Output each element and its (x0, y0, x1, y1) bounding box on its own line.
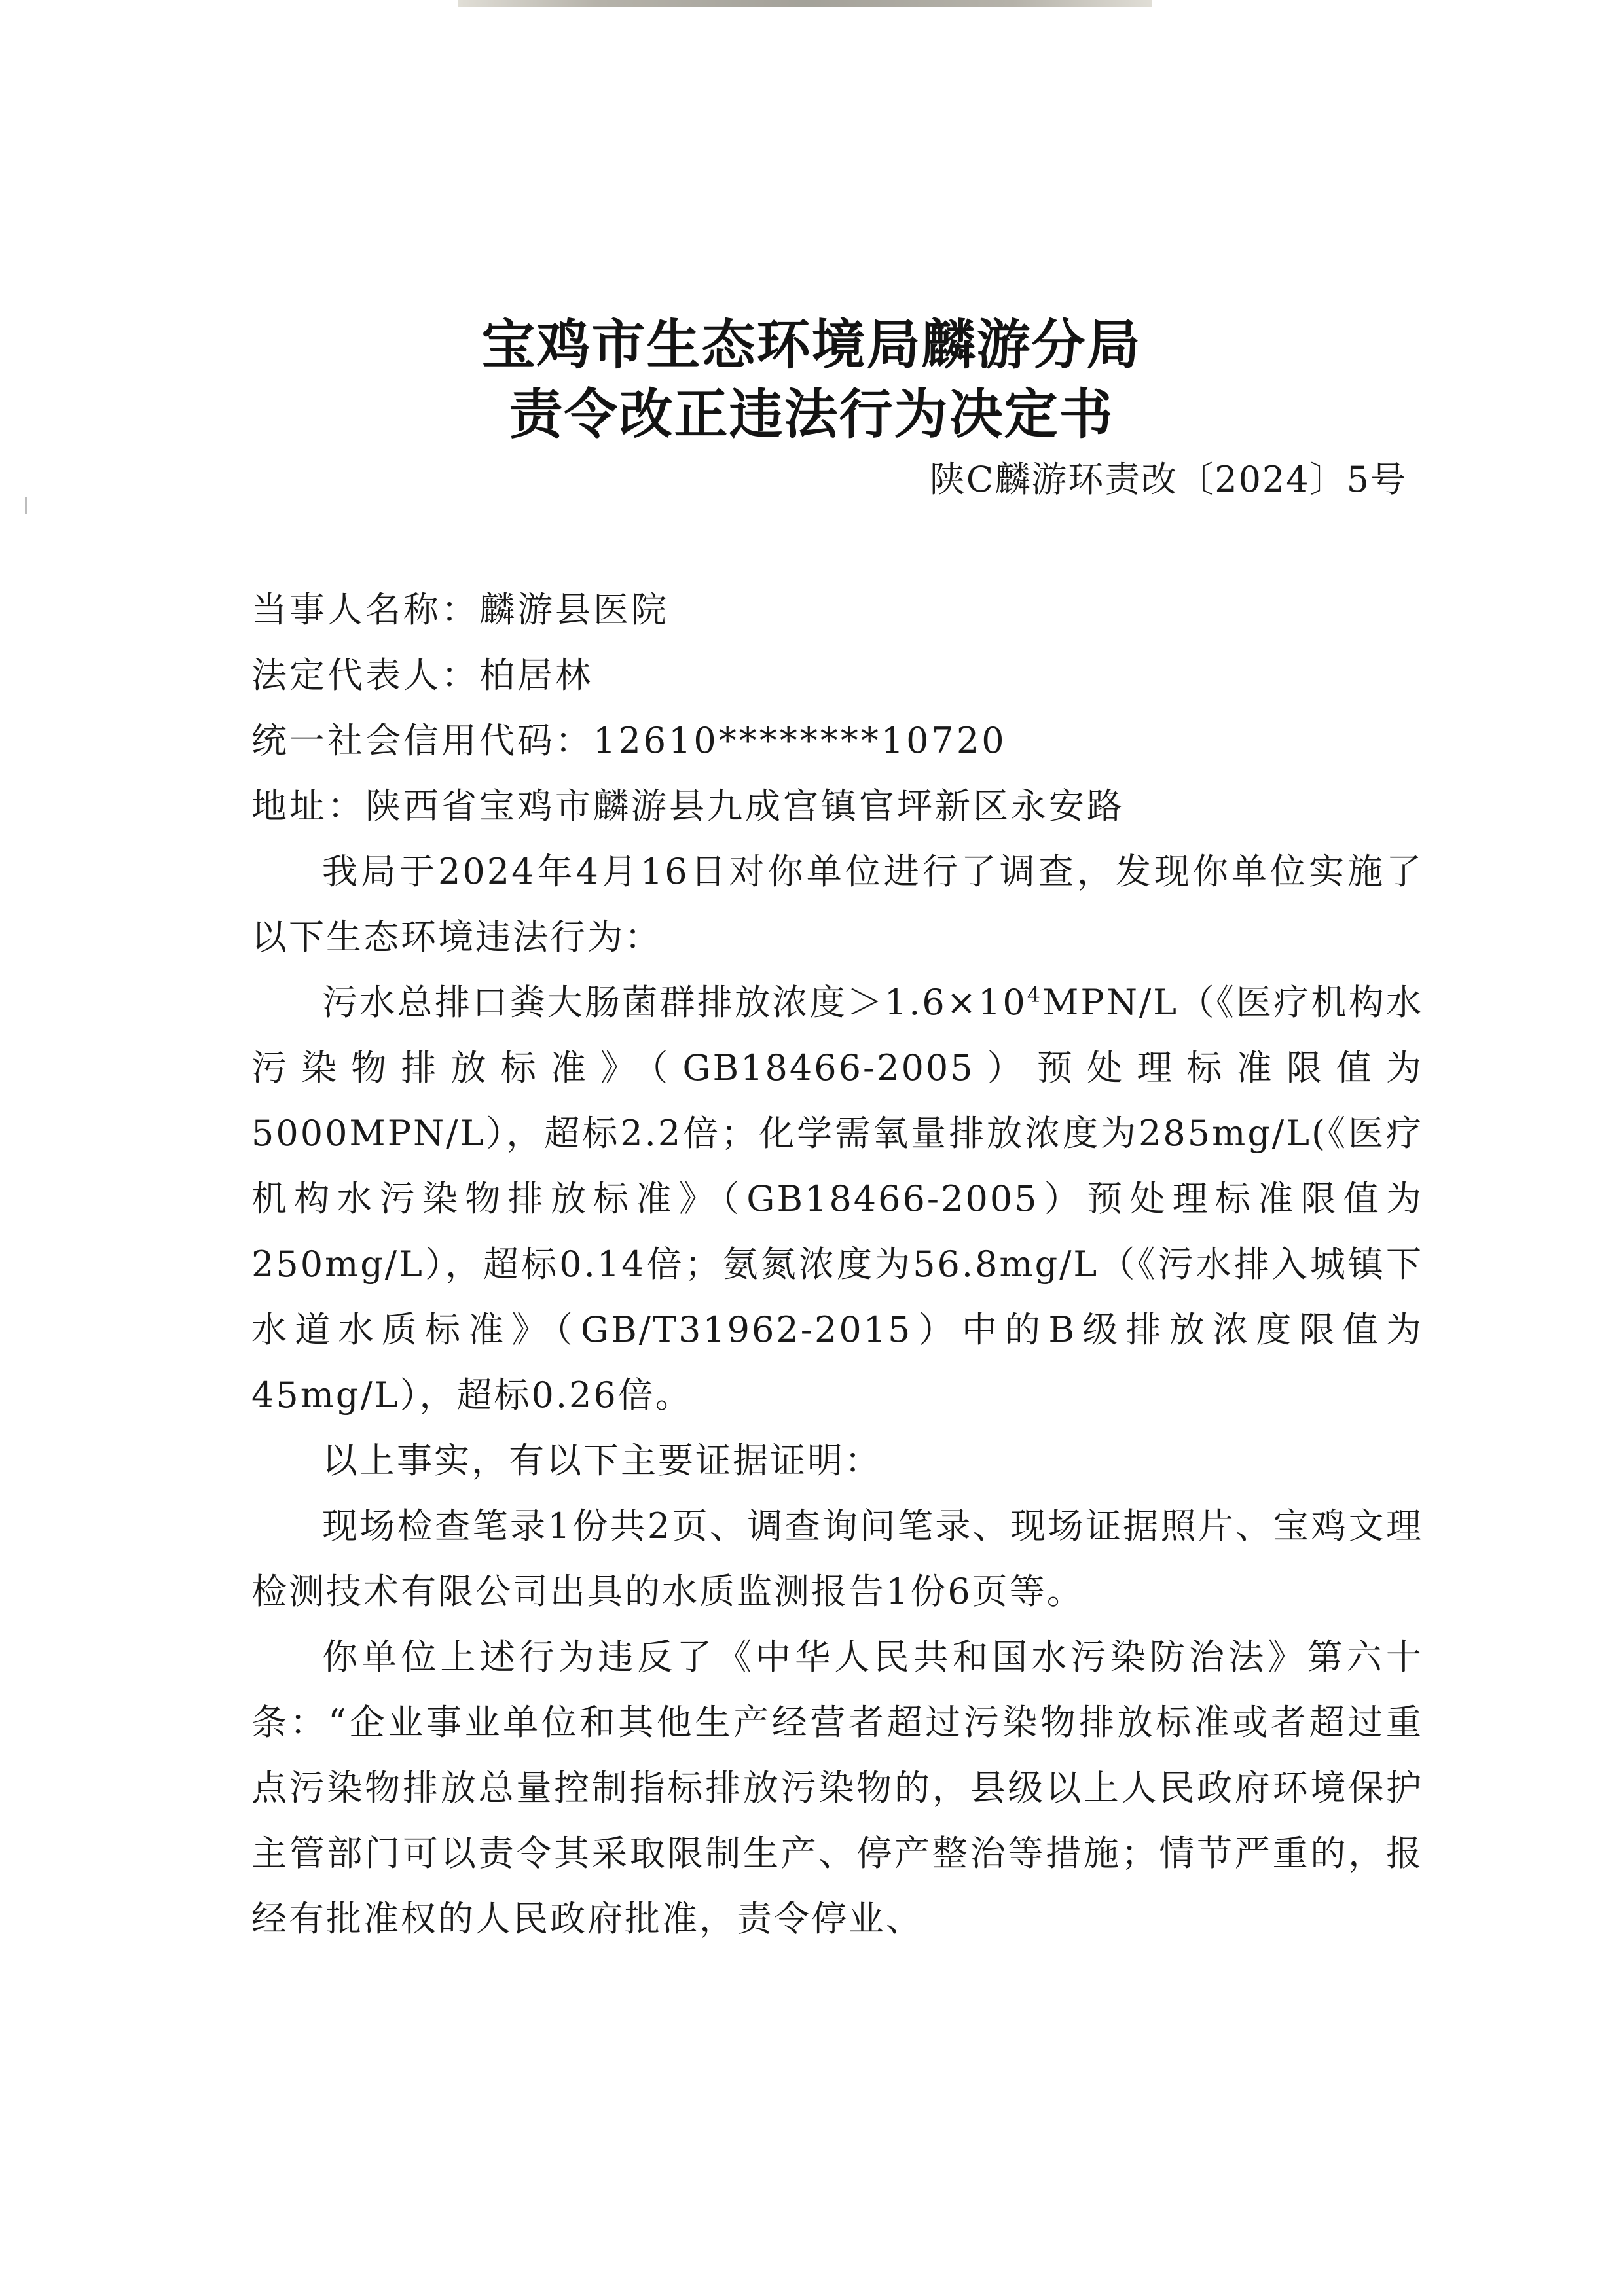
address: 地址：陕西省宝鸡市麟游县九成宫镇官坪新区永安路 (251, 785, 1125, 827)
paragraph-evidence-list: 现场检查笔录1份共2页、调查询问笔录、现场证据照片、宝鸡文理检测技术有限公司出具的水质监测报告1份6页等。 (251, 1505, 1423, 1612)
exponent: 4 (1027, 982, 1043, 1007)
document-body (251, 577, 1423, 1952)
violations-text-rest: MPN/L（《医疗机构水污染物排放标准》（GB18466-2005）预处理标准限值为5000MPN/L），超标2.2倍；化学需氧量排放浓度为285mg/L(《医疗机构水污染物排放标准》（GB18466-2005）预处理标准限值为250mg/L），超标0.14倍；氨氮浓度为56.8mg/L（《污水排入城镇下水道水质标准》（GB/T31962-2015）中的B级排放浓度限值为45mg/L），超标0.26倍。 (251, 982, 1423, 1416)
margin-mark (25, 497, 27, 514)
document-title-line1: 宝鸡市生态环境局麟游分局 (481, 314, 1142, 376)
legal-representative: 法定代表人：柏居林 (251, 655, 593, 696)
credit-code: 统一社会信用代码：12610********10720 (251, 720, 1007, 761)
paragraph-evidence-intro: 以上事实，有以下主要证据证明： (322, 1440, 882, 1481)
paragraph-violations (251, 970, 1423, 1428)
paragraph-legal-basis: 你单位上述行为违反了《中华人民共和国水污染防治法》第六十条：“企业事业单位和其他生产经营者超过污染物排放标准或者超过重点污染物排放总量控制指标排放污染物的，县级以上人民政府环境保护主管部门可以责令其采取限制生产、停产整治等措施；情节严重的，报经有批准权的人民政府批准，责令停业、 (251, 1636, 1423, 1939)
party-name: 当事人名称：麟游县医院 (251, 589, 669, 630)
scan-edge-artifact (458, 0, 1152, 7)
document-title-line2: 责令改正违法行为决定书 (509, 384, 1114, 446)
paragraph-investigation: 我局于2024年4月16日对你单位进行了调查，发现你单位实施了以下生态环境违法行为： (251, 851, 1423, 958)
document-number: 陕C麟游环责改〔2024〕5号 (929, 459, 1407, 500)
violations-text-start: 污水总排口粪大肠菌群排放浓度＞1.6×10 (322, 982, 1027, 1023)
